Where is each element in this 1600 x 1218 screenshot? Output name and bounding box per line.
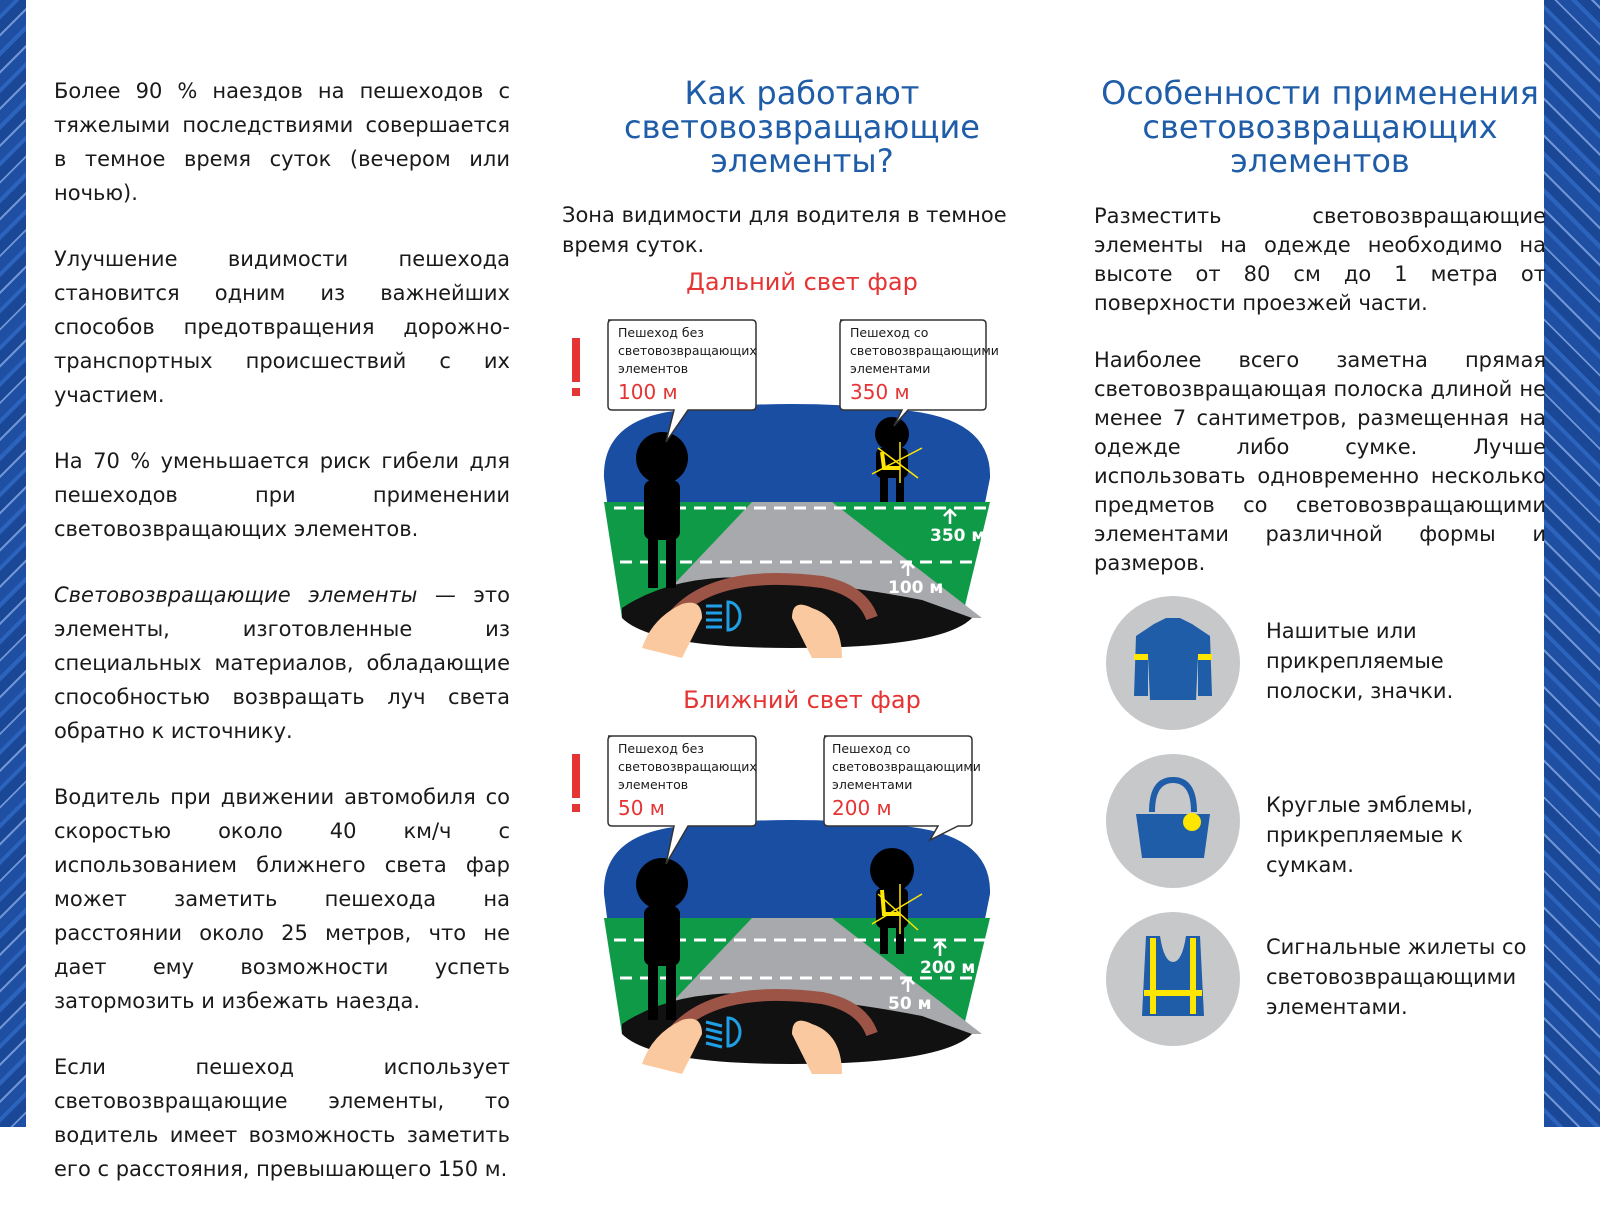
paragraph: Наиболее всего заметна прямая световозвращающая полоска длиной не менее 7 сантиметров, размещенная на одежде либо сумке. Лучше использовать одновременно несколько предметов со световозвращающими элементами различной формы и размеров. (1094, 348, 1546, 575)
warning-icon (572, 754, 580, 812)
far-distance-marker: 200 м (920, 958, 976, 978)
bubble-distance-without: 100 м (618, 380, 678, 404)
bubble-text-without: Пешеход без световозвращающих элементов (618, 325, 757, 376)
bubble-distance-with: 200 м (832, 796, 892, 820)
term: Световозвращающие элементы (54, 583, 418, 607)
decorative-border-left (0, 0, 26, 1127)
feature-label: Сигнальные жилеты со световозвращающими элементами. (1266, 935, 1527, 1019)
bubble-text-with: Пешеход со световозвращающими элементами (832, 741, 981, 792)
warning-icon (572, 338, 580, 396)
decorative-border-right (1544, 0, 1600, 1127)
paragraph: Более 90 % наездов на пешеходов с тяжелыми последствиями совершается в темное время суток (вечером или ночью). (54, 79, 510, 205)
paragraph (54, 578, 510, 748)
section-title: Особенности применения световозвращающих элементов (1101, 74, 1539, 180)
scene-heading: Дальний свет фар (686, 268, 918, 296)
feature-item (1094, 754, 1546, 888)
near-distance-marker: 100 м (888, 578, 944, 598)
jacket-icon (1106, 596, 1240, 730)
paragraph: Водитель при движении автомобиля со скоростью около 40 км/ч с использованием ближнего света фар может заметить пешехода на расстоянии около 25 метров, что не дает ему возможности успеть затормозить и избежать наезда. (54, 785, 510, 1013)
left-column (54, 74, 510, 1218)
vest-icon (1106, 912, 1240, 1046)
feature-item (1094, 596, 1546, 730)
paragraph: Улучшение видимости пешехода становится одним из важнейших способов предотвращения дорожно-транспортных происшествий с их участием. (54, 247, 510, 407)
bubble-distance-without: 50 м (618, 796, 665, 820)
scene-heading: Ближний свет фар (683, 686, 921, 714)
scene-low-beam (562, 734, 1022, 1088)
feature-label: Нашитые или прикрепляемые полоски, значки. (1266, 619, 1454, 703)
bubble-text-with: Пешеход со световозвращающими элементами (850, 325, 999, 376)
section-title: Как работают световозвращающие элементы? (624, 74, 980, 180)
handbag-icon (1106, 754, 1240, 888)
near-distance-marker: 50 м (888, 994, 932, 1014)
bubble-distance-with: 350 м (850, 380, 910, 404)
paragraph: Разместить световозвращающие элементы на одежде необходимо на высоте от 80 см до 1 метра от поверхности проезжей части. (1094, 204, 1546, 315)
intro-text: Зона видимости для водителя в темное время суток. (562, 203, 1007, 257)
middle-column (562, 0, 1042, 1127)
bubble-text-without: Пешеход без световозвращающих элементов (618, 741, 757, 792)
scene-high-beam (562, 318, 1022, 672)
far-distance-marker: 350 м (930, 526, 986, 546)
feature-label: Круглые эмблемы, прикрепляемые к сумкам. (1266, 793, 1474, 877)
paragraph: Если пешеход использует световозвращающие элементы, то водитель имеет возможность заметить его с расстояния, превышающего 150 м. (54, 1055, 510, 1181)
right-column (1094, 0, 1546, 1127)
feature-item (1094, 912, 1546, 1046)
definition: — это элементы, изготовленные из специальных материалов, обладающие способностью возвращать луч света обратно к источнику. (54, 583, 510, 743)
paragraph: На 70 % уменьшается риск гибели для пешеходов при применении световозвращающих элементов. (54, 449, 510, 541)
